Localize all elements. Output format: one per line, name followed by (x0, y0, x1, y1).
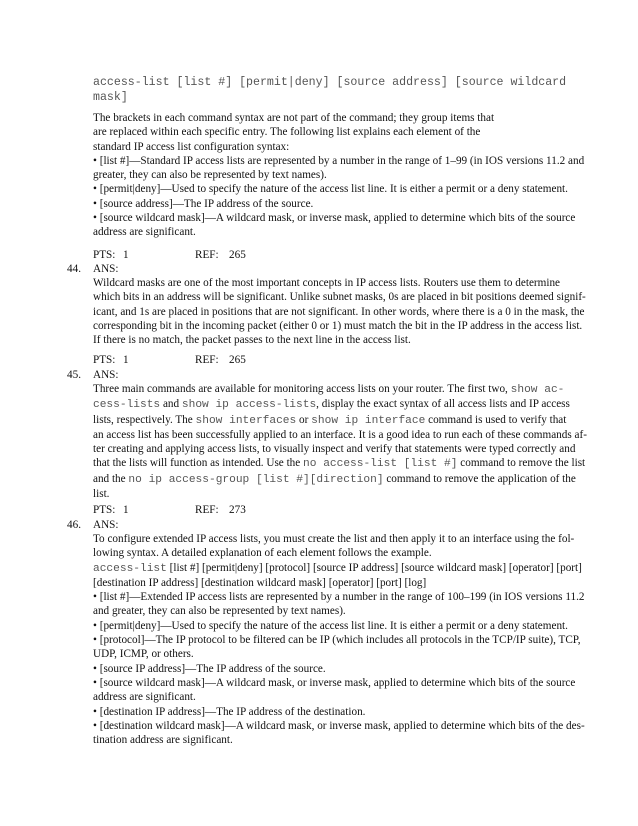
answer-44 (93, 276, 605, 347)
question-number: 46. (67, 519, 81, 531)
ref-value: 265 (229, 354, 246, 366)
ref-value: 273 (229, 504, 246, 516)
code-snippet: access-list (93, 562, 167, 575)
pts-ref-footer (93, 353, 246, 367)
syntax-line: mask] (93, 91, 128, 104)
bullet-line: • [protocol]—The IP protocol to be filtered can be IP (which includes all protocols in the TCP/IP suite), TCP, (93, 634, 581, 647)
text-line: are replaced within each specific entry. The following list explains each element of the (93, 126, 481, 139)
text-line: list. (93, 488, 110, 501)
text-line: which bits in an address will be significant. Unlike subnet masks, 0s are placed in bit positions deemed signif- (93, 291, 586, 304)
bullet-line: • [permit|deny]—Used to specify the nature of the access list line. It is either a permit or a deny statement. (93, 619, 568, 632)
ref-label: REF: (195, 249, 219, 261)
bullet-line: • [source wildcard mask]—A wildcard mask, or inverse mask, applied to determine which bits of the source (93, 676, 576, 689)
text-line: corresponding bit in the incoming packet (either 0 or 1) must match the bit in the IP address in the access list. (93, 319, 583, 332)
bullet-line: • [permit|deny]—Used to specify the nature of the access list line. It is either a permit or a deny statement. (93, 183, 568, 196)
bullet-line: • [list #]—Extended IP access lists are represented by a number in the range of 100–199 (in IOS versions 11.2 (93, 591, 585, 604)
text-run: or (296, 413, 312, 426)
pts-label: PTS: (93, 504, 116, 516)
bullet-line: greater, they can also be represented by text names). (93, 169, 327, 182)
answer-label: ANS: (93, 369, 119, 381)
bullet-line: • [destination IP address]—The IP address of the destination. (93, 705, 366, 718)
pts-ref-footer (93, 503, 246, 517)
text-line (93, 382, 605, 397)
text-line: standard IP access list configuration syntax: (93, 140, 290, 153)
answer-label: ANS: (93, 519, 119, 531)
ref-value: 265 (229, 249, 246, 261)
text-line: To configure extended IP access lists, you must create the list and then apply it to an interface using the fol- (93, 533, 575, 545)
code-snippet: no access-list [list #] (303, 458, 458, 471)
text-line: ter creating and applying access lists, to visually inspect and verify that statements were typed correctly and (93, 443, 576, 456)
text-run: , display the exact syntax of all access lists and IP access (316, 398, 570, 411)
code-snippet: no ip access-group [list #][direction] (128, 473, 384, 486)
text-run: that the lists will function as intended. Use the (93, 457, 304, 470)
code-snippet: show ac- (510, 384, 565, 396)
bullet-line: • [source address]—The IP address of the source. (93, 197, 314, 210)
code-snippet: show ip access-lists (181, 399, 317, 412)
text-line: The brackets in each command syntax are not part of the command; they group items that (93, 112, 495, 124)
text-line (93, 561, 605, 576)
text-run: and the (93, 472, 129, 485)
bullet-line: UDP, ICMP, or others. (93, 648, 194, 661)
text-line: If there is no match, the packet passes to the next line in the access list. (93, 334, 411, 347)
text-run: command to remove the list (457, 457, 586, 470)
bullet-line: tination address are significant. (93, 734, 233, 747)
text-line: an access list has been successfully applied to an interface. It is a good idea to run each of these commands af- (93, 428, 587, 441)
answer-45 (93, 382, 605, 501)
pts-ref-footer (93, 248, 246, 262)
text-line (93, 413, 605, 428)
ref-label: REF: (195, 504, 219, 516)
code-snippet: show interfaces (195, 414, 297, 427)
text-run: lists, respectively. The (93, 413, 196, 426)
bullet-line: • [destination wildcard mask]—A wildcard mask, or inverse mask, applied to determine which bits of the des- (93, 719, 585, 732)
pts-value: 1 (123, 249, 129, 261)
question-number: 45. (67, 369, 81, 381)
bullet-line: • [list #]—Standard IP access lists are represented by a number in the range of 1–99 (in IOS versions 11.2 and (93, 154, 585, 167)
text-line: icant, and 1s are placed in positions that are not significant. In other words, where there is a 0 in the mask, the (93, 305, 585, 318)
bullet-line: • [source IP address]—The IP address of the source. (93, 662, 326, 675)
syntax-line: access-list [list #] [permit|deny] [source address] [source wildcard (93, 76, 567, 89)
text-line: [destination IP address] [destination wildcard mask] [operator] [port] [log] (93, 576, 427, 589)
text-line: Wildcard masks are one of the most important concepts in IP access lists. Routers use them to determine (93, 277, 561, 289)
pts-label: PTS: (93, 249, 116, 261)
text-line (93, 397, 605, 412)
text-run: command to remove the application of the (383, 472, 576, 485)
answer-46 (93, 532, 605, 747)
answer-label: ANS: (93, 263, 119, 275)
pts-label: PTS: (93, 354, 116, 366)
bullet-line: address are significant. (93, 691, 196, 704)
text-run: and (160, 398, 182, 411)
text-line (93, 472, 605, 487)
code-snippet: show ip interface (311, 414, 426, 427)
code-snippet: cess-lists (93, 399, 161, 412)
standard-acl-syntax (93, 75, 593, 105)
pts-value: 1 (123, 354, 129, 366)
ref-label: REF: (195, 354, 219, 366)
question-number: 44. (67, 263, 81, 275)
text-run: [list #] [permit|deny] [protocol] [source IP address] [source wildcard mask] [operator] [port] (166, 561, 582, 574)
text-run: Three main commands are available for monitoring access lists on your router. The first two, (93, 383, 508, 395)
intro-explanation (93, 111, 605, 240)
pts-value: 1 (123, 504, 129, 516)
bullet-line: and greater, they can also be represented by text names). (93, 605, 346, 618)
text-line (93, 456, 605, 471)
text-line: lowing syntax. A detailed explanation of each element follows the example. (93, 547, 432, 560)
bullet-line: address are significant. (93, 226, 196, 239)
text-run: command is used to verify that (425, 413, 567, 426)
bullet-line: • [source wildcard mask]—A wildcard mask, or inverse mask, applied to determine which bits of the source (93, 212, 576, 225)
